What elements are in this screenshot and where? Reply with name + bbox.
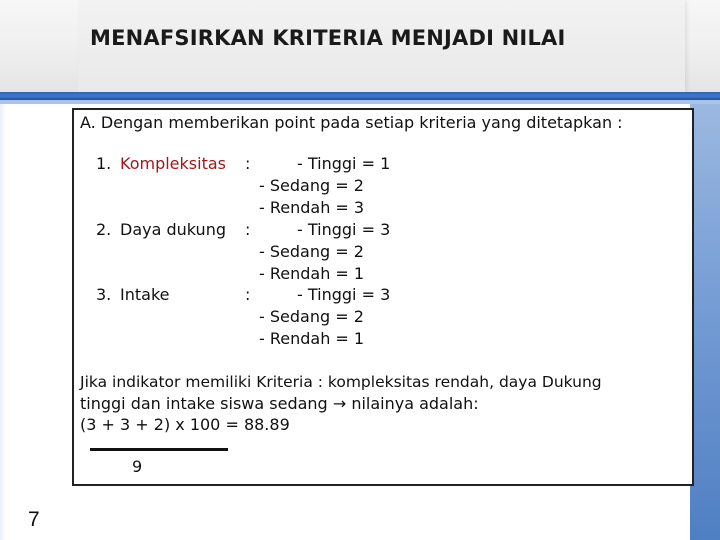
arrow-right-icon: → [332, 394, 352, 413]
criterion-3-colon: : [245, 285, 251, 304]
criterion-3-number: 3. [96, 285, 112, 304]
criterion-2-level-medium: - Sedang = 2 [259, 242, 364, 261]
conclusion-line-2-text: tinggi dan intake siswa sedang [80, 394, 328, 413]
criterion-1-level-medium: - Sedang = 2 [259, 176, 364, 195]
conclusion-line-2 [80, 393, 479, 415]
criterion-2-level-low: - Rendah = 1 [259, 264, 365, 283]
criterion-1-name: Kompleksitas [120, 154, 226, 173]
fraction-bar [90, 448, 228, 451]
criterion-2-level-high: - Tinggi = 3 [297, 220, 391, 239]
criterion-1-colon: : [245, 154, 251, 173]
slide-title: MENAFSIRKAN KRITERIA MENJADI NILAI [90, 26, 566, 50]
conclusion-line-2-result-label: nilainya adalah: [351, 394, 479, 413]
criterion-3-level-high: - Tinggi = 3 [297, 285, 391, 304]
criterion-2-colon: : [245, 220, 251, 239]
criterion-1-number: 1. [96, 154, 112, 173]
page-number: 7 [28, 508, 40, 531]
criterion-3-name: Intake [120, 285, 170, 304]
criterion-2-number: 2. [96, 220, 112, 239]
left-edge-decoration [0, 104, 6, 540]
conclusion-line-1: Jika indikator memiliki Kriteria : kompleksitas rendah, daya Dukung [80, 373, 602, 391]
intro-text: A. Dengan memberikan point pada setiap kriteria yang ditetapkan : [80, 113, 623, 132]
criterion-2-name: Daya dukung [120, 220, 226, 239]
criterion-3-level-medium: - Sedang = 2 [259, 307, 364, 326]
right-blue-strip [690, 104, 720, 540]
formula-numerator: (3 + 3 + 2) x 100 = 88.89 [80, 415, 290, 434]
formula-denominator: 9 [132, 457, 143, 476]
criterion-1-level-low: - Rendah = 3 [259, 198, 365, 217]
header-blue-band [0, 92, 720, 100]
criterion-1-level-high: - Tinggi = 1 [297, 154, 391, 173]
criterion-3-level-low: - Rendah = 1 [259, 329, 365, 348]
header-light-band [0, 100, 720, 104]
